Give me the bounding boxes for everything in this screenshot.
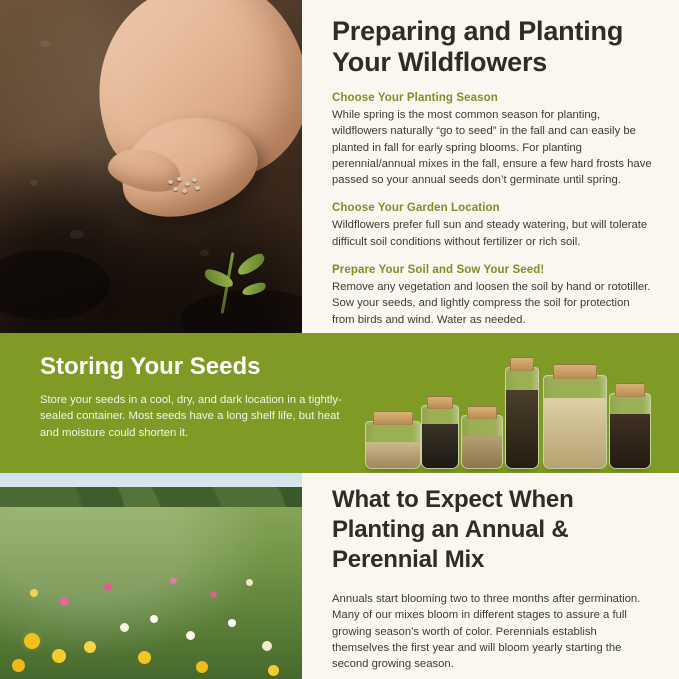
flower-bloom bbox=[170, 577, 177, 584]
flower-bloom bbox=[150, 615, 158, 623]
wildflower-meadow-photo bbox=[0, 473, 302, 679]
soil-speck bbox=[30, 180, 38, 186]
seed-jar bbox=[461, 415, 503, 469]
flower-bloom bbox=[30, 589, 38, 597]
seed-jar bbox=[505, 367, 539, 469]
hand-sowing-seeds-photo bbox=[0, 0, 302, 333]
section-what-to-expect bbox=[0, 473, 679, 679]
seed-cluster bbox=[166, 176, 206, 196]
paragraph-planting-season: While spring is the most common season for planting, wildflowers naturally “go to seed” in the fall and can easily be planted in fall for early spring blooms. For planting perennial/annual mixes in the fall, ensure a few hard frosts have passed so your annual seeds don’t germinate until spring. bbox=[332, 109, 652, 187]
jar-cork bbox=[467, 406, 497, 419]
jar-cork bbox=[510, 357, 534, 371]
soil-speck bbox=[70, 230, 84, 239]
paragraph-prepare-soil: Remove any vegetation and loosen the soil by hand or rototiller. Sow your seeds, and lightly compress the soil for protection from birds and wind. Water as needed. bbox=[332, 281, 651, 326]
seed-jar bbox=[365, 421, 421, 469]
seed-jars-photo bbox=[357, 343, 657, 469]
soil-speck bbox=[200, 250, 209, 256]
flower-bloom bbox=[268, 665, 279, 676]
expect-paragraph: Annuals start blooming two to three months after germination. Many of our mixes bloom in different stages to assure a full growing season’s worth of color. Perennials establish themselves the first year and will bloom yearly starting the second growing season. bbox=[332, 593, 641, 671]
paragraph-garden-location: Wildflowers prefer full sun and steady watering, but will tolerate difficult soil conditions without fertilizer or rich soil. bbox=[332, 219, 648, 248]
seed-jar bbox=[543, 375, 607, 469]
flower-bloom bbox=[24, 633, 40, 649]
soil-speck bbox=[40, 40, 50, 47]
storing-text-column bbox=[40, 353, 350, 441]
subheading-garden-location: Choose Your Garden Location bbox=[332, 202, 500, 215]
storing-title: Storing Your Seeds bbox=[40, 353, 261, 380]
flower-bloom bbox=[120, 623, 129, 632]
flower-bloom bbox=[262, 641, 272, 651]
expect-title: What to Expect When Planting an Annual & Perennial Mix bbox=[332, 486, 574, 573]
subheading-prepare-soil: Prepare Your Soil and Sow Your Seed! bbox=[332, 264, 545, 277]
flower-bloom bbox=[52, 649, 66, 663]
flower-bloom bbox=[228, 619, 236, 627]
jar-cork bbox=[553, 364, 597, 379]
subheading-planting-season: Choose Your Planting Season bbox=[332, 92, 498, 104]
page-title: Preparing and Planting Your Wildflowers bbox=[332, 16, 624, 77]
jar-cork bbox=[427, 396, 453, 409]
seed-jar bbox=[421, 405, 459, 469]
flower-bloom bbox=[186, 631, 195, 640]
flower-bloom bbox=[196, 661, 208, 673]
seed-jar bbox=[609, 393, 651, 469]
flower-bloom bbox=[246, 579, 253, 586]
jar-cork bbox=[615, 383, 645, 397]
flower-bloom bbox=[60, 597, 69, 606]
planting-text-column bbox=[302, 0, 679, 333]
flower-bloom bbox=[12, 659, 25, 672]
section-preparing-planting bbox=[0, 0, 679, 333]
flower-bloom bbox=[138, 651, 151, 664]
jar-cork bbox=[373, 411, 413, 425]
flower-bloom bbox=[84, 641, 96, 653]
meadow-field bbox=[0, 507, 302, 679]
flower-bloom bbox=[210, 591, 217, 598]
expect-text-column bbox=[302, 473, 679, 679]
flower-bloom bbox=[104, 583, 112, 591]
section-storing-seeds bbox=[0, 333, 679, 473]
storing-paragraph: Store your seeds in a cool, dry, and dark location in a tightly-sealed container. Most seeds have a long shelf life, but heat and moisture could shorten it. bbox=[40, 394, 342, 439]
